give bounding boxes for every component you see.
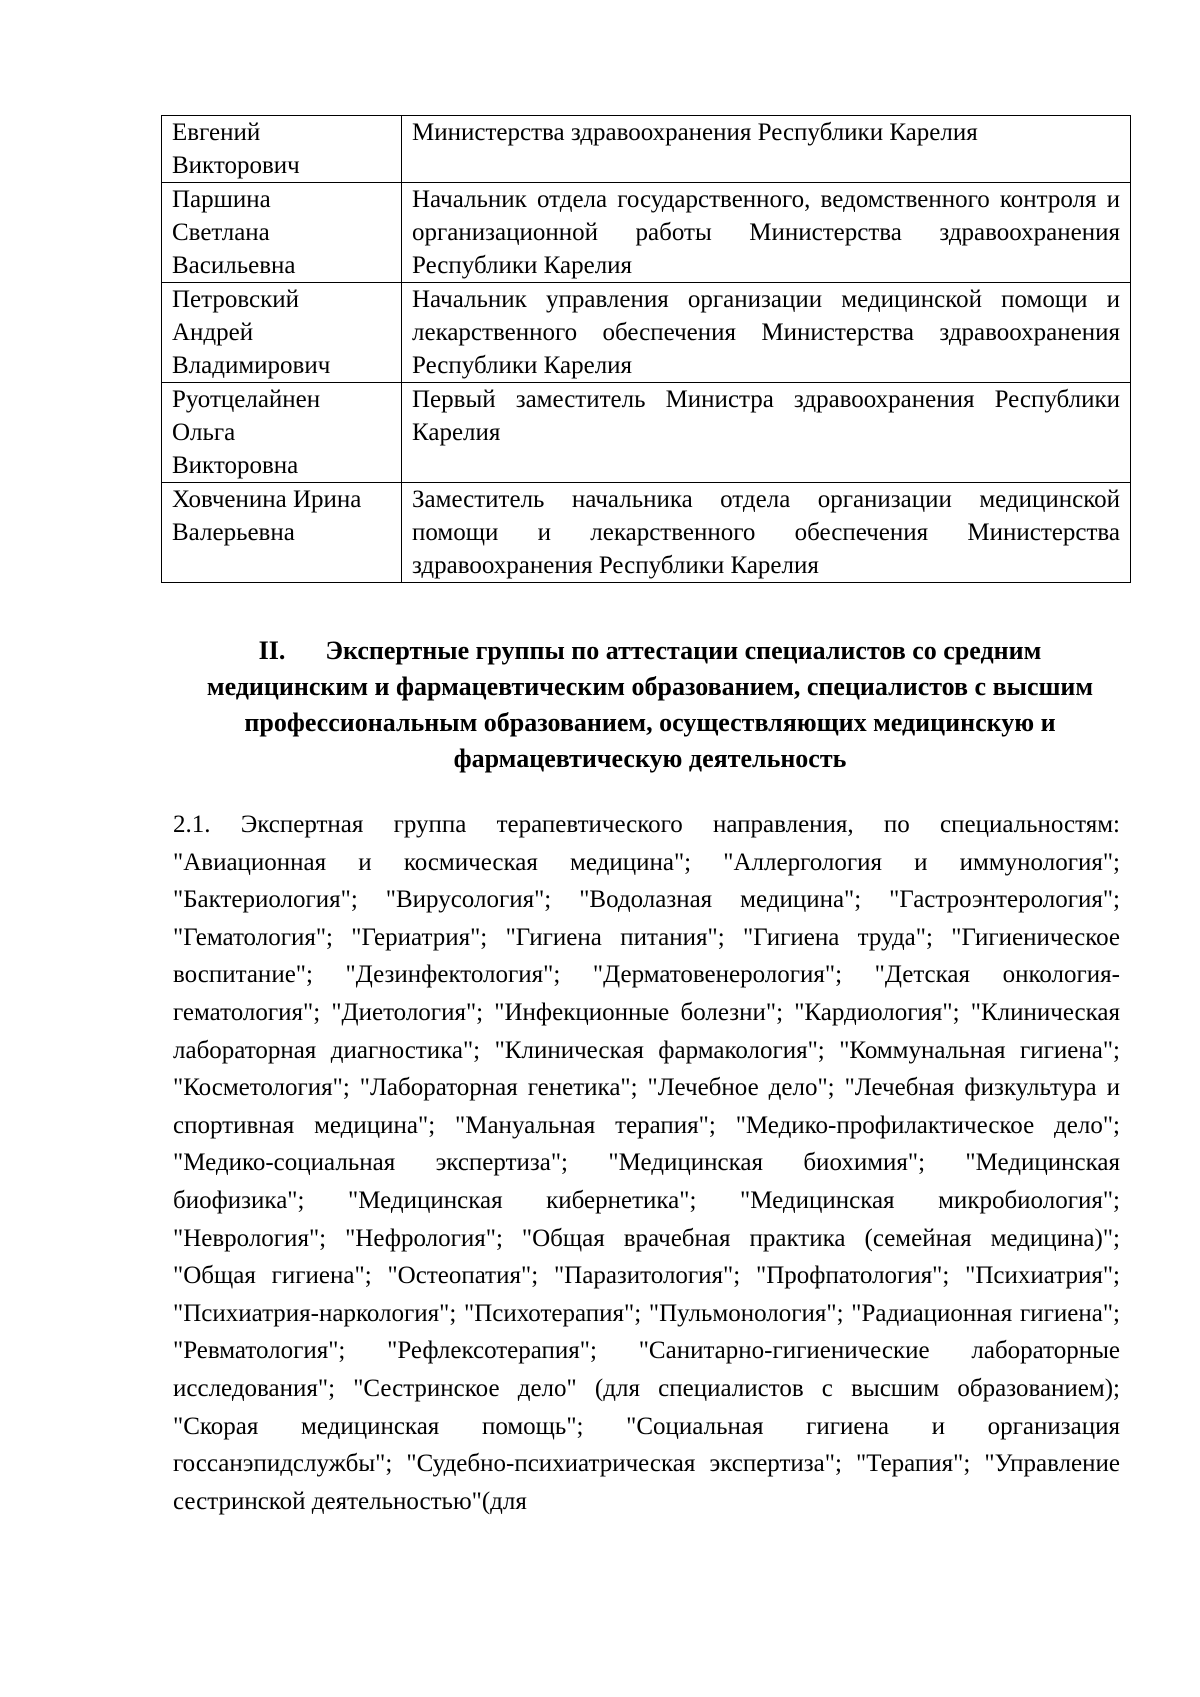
- section-heading: [180, 633, 1120, 777]
- section-title: Экспертные группы по аттестации специалистов со средним медицинским и фармацевтическим образованием, специалистов с высшим профессиональным образованием, осуществляющих медицинскую и фармацевтическую деятельность: [206, 636, 1094, 773]
- member-name: Паршина Светлана Васильевна: [162, 183, 402, 283]
- members-table: [161, 115, 1131, 583]
- table-row: [162, 283, 1131, 383]
- table-row: [162, 383, 1131, 483]
- member-name: Петровский Андрей Владимирович: [162, 283, 402, 383]
- specialties-paragraph: 2.1. Экспертная группа терапевтического направления, по специальностям: "Авиационная и космическая медицина"; "Аллергология и иммунология"; "Бактериология"; "Вирусология"; "Водолазная медицина"; "Гастроэнтерология"; "Гематология"; "Гериатрия"; "Гигиена питания"; "Гигиена труда"; "Гигиеническое воспитание"; "Дезинфектология"; "Дерматовенерология"; "Детская онкология-гематология"; "Диетология"; "Инфекционные болезни"; "Кардиология"; "Клиническая лабораторная диагностика"; "Клиническая фармакология"; "Коммунальная гигиена"; "Косметология"; "Лабораторная генетика"; "Лечебное дело"; "Лечебная физкультура и спортивная медицина"; "Мануальная терапия"; "Медико-профилактическое дело"; "Медико-социальная экспертиза"; "Медицинская биохимия"; "Медицинская биофизика"; "Медицинская кибернетика"; "Медицинская микробиология"; "Неврология"; "Нефрология"; "Общая врачебная практика (семейная медицина)"; "Общая гигиена"; "Остеопатия"; "Паразитология"; "Профпатология"; "Психиатрия"; "Психиатрия-наркология"; "Психотерапия"; "Пульмонология"; "Радиационная гигиена"; "Ревматология"; "Рефлексотерапия"; "Санитарно-гигиенические лабораторные исследования"; "Сестринское дело" (для специалистов с высшим образованием); "Скорая медицинская помощь"; "Социальная гигиена и организация госсанэпидслужбы"; "Судебно-психиатрическая экспертиза"; "Терапия"; "Управление сестринской деятельностью"(для: [173, 811, 1120, 1515]
- member-position: Начальник управления организации медицинской помощи и лекарственного обеспечения Министерства здравоохранения Республики Карелия: [402, 283, 1131, 383]
- member-name: Руотцелайнен Ольга Викторовна: [162, 383, 402, 483]
- member-name: Евгений Викторович: [162, 116, 402, 183]
- table-row: [162, 483, 1131, 583]
- member-position: Начальник отдела государственного, ведомственного контроля и организационной работы Министерства здравоохранения Республики Карелия: [402, 183, 1131, 283]
- table-row: [162, 116, 1131, 183]
- section-number: II.: [258, 636, 286, 665]
- member-position: Министерства здравоохранения Республики Карелия: [402, 116, 1131, 183]
- member-position: Заместитель начальника отдела организации медицинской помощи и лекарственного обеспечения Министерства здравоохранения Республики Карелия: [402, 483, 1131, 583]
- member-position: Первый заместитель Министра здравоохранения Республики Карелия: [402, 383, 1131, 483]
- member-name: Ховченина Ирина Валерьевна: [162, 483, 402, 583]
- table-row: [162, 183, 1131, 283]
